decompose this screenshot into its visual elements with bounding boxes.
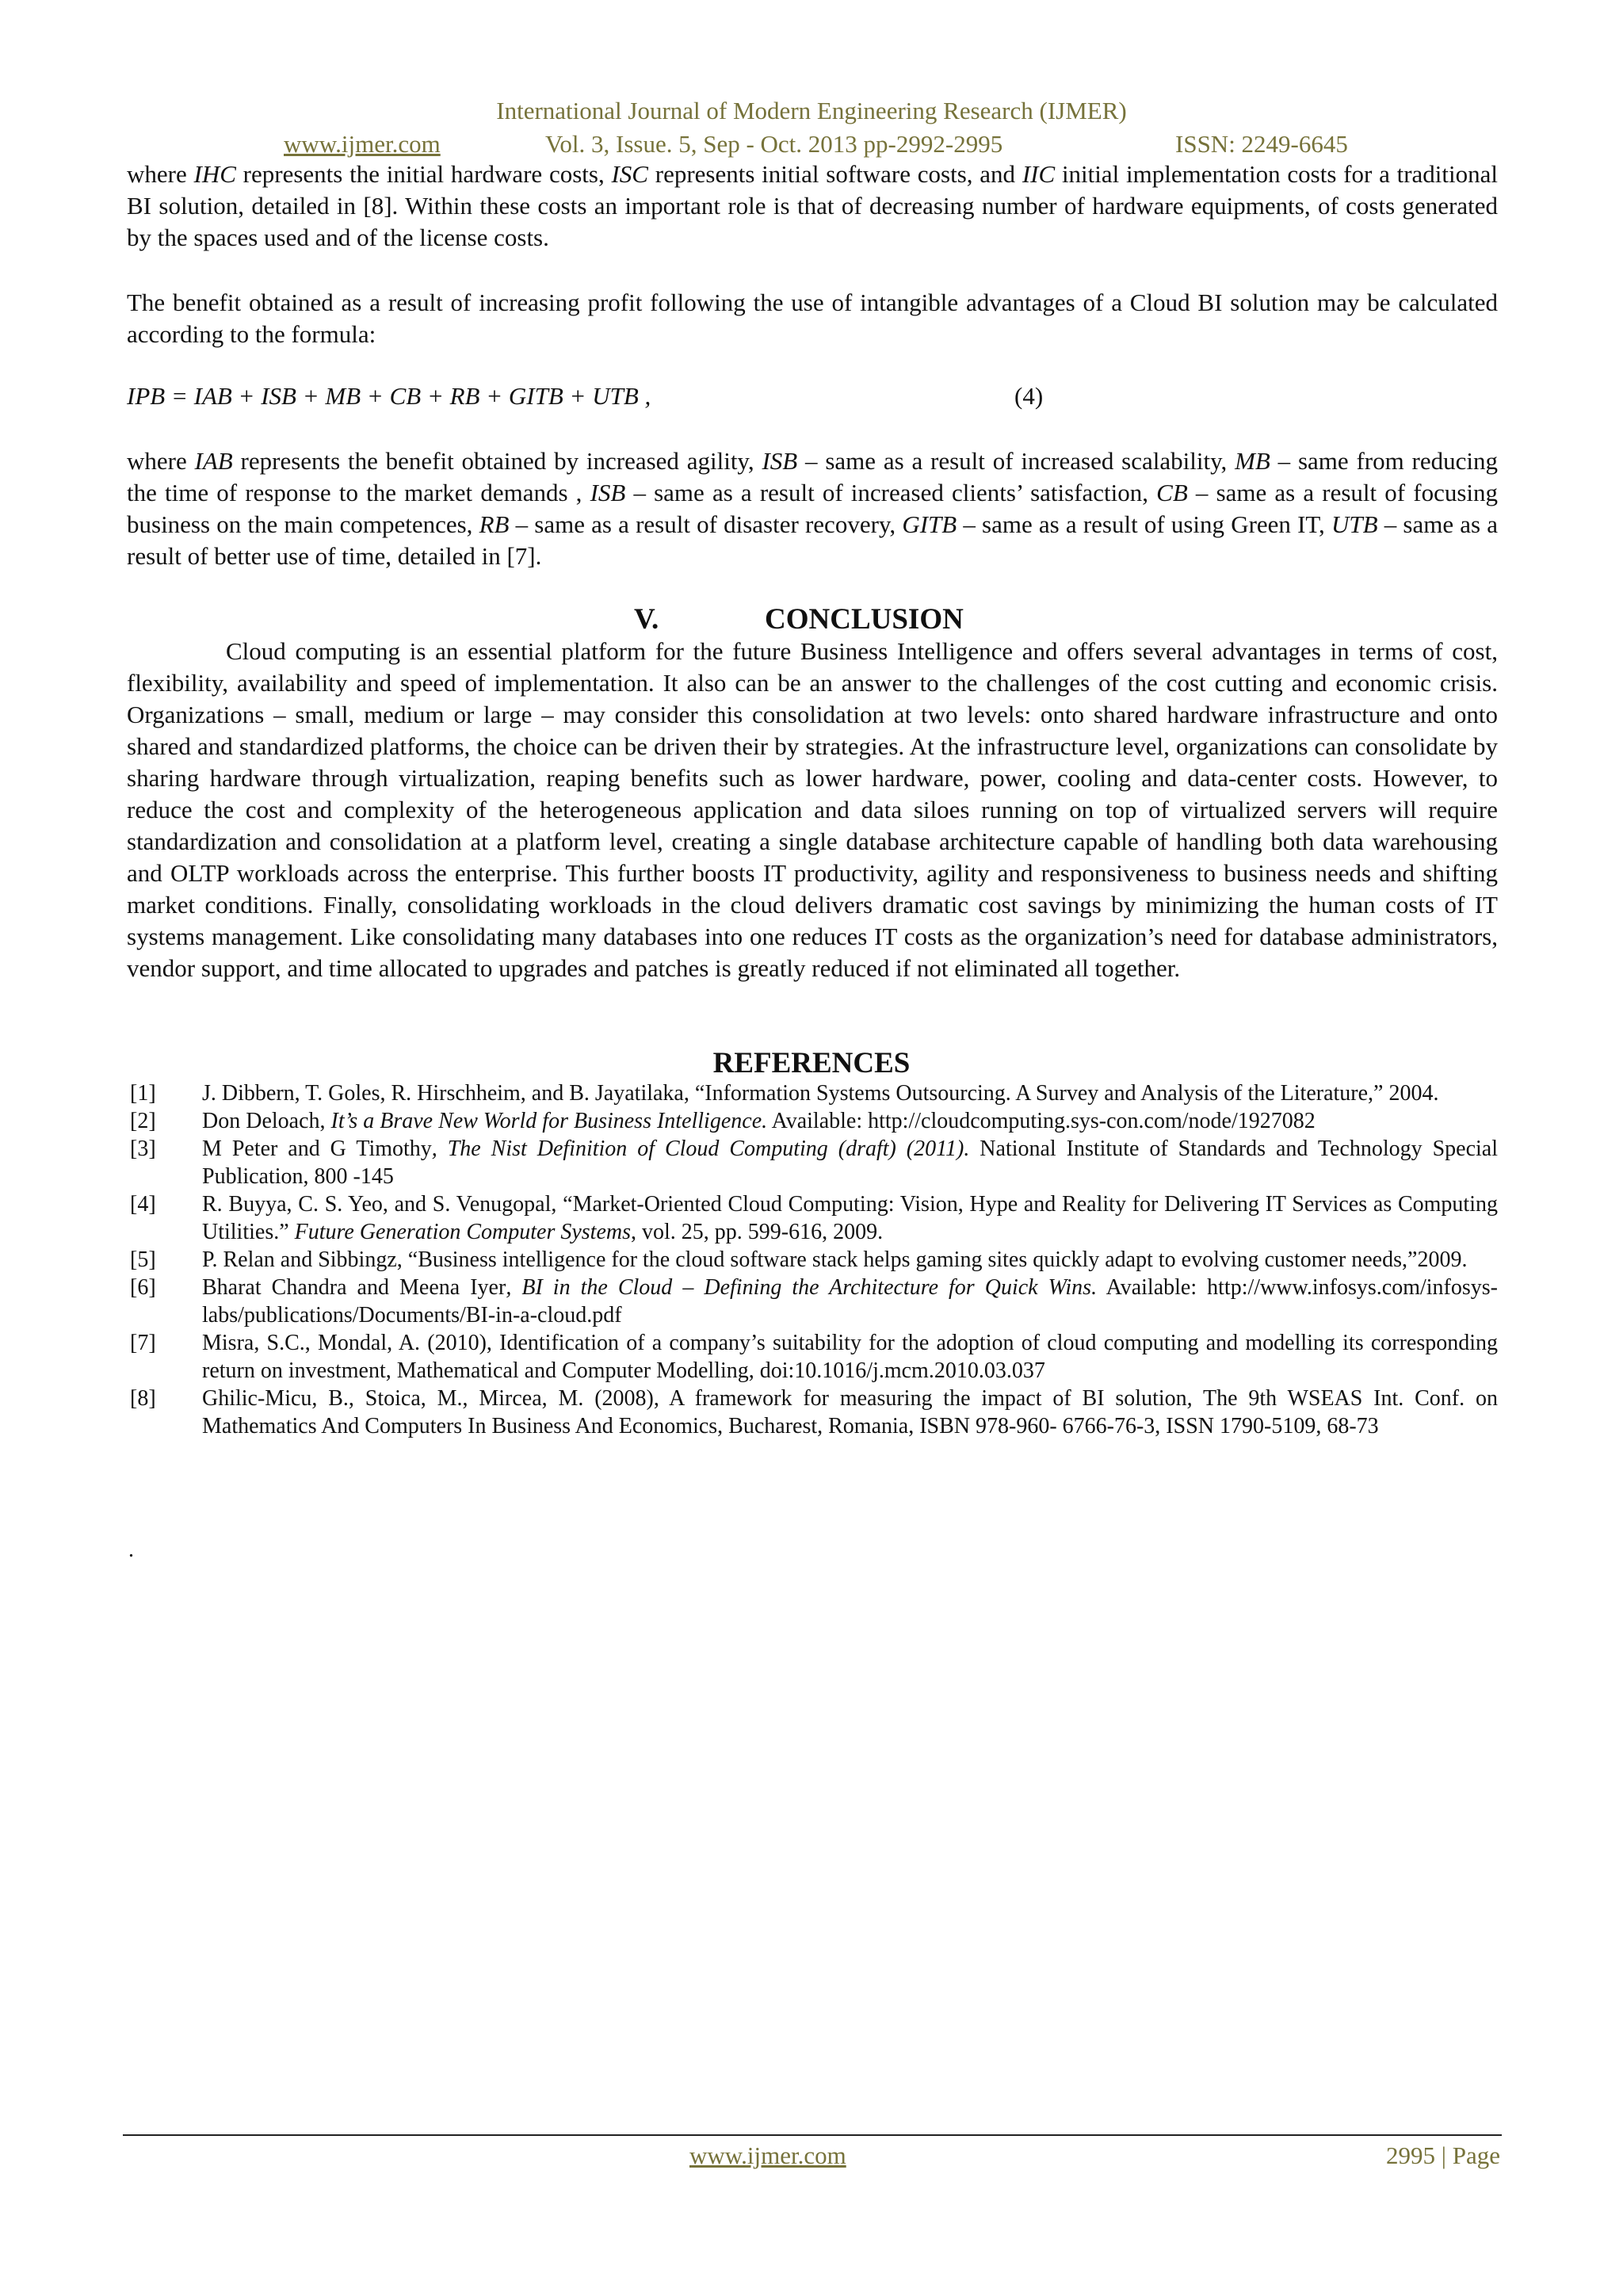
- reference-item: [127, 1329, 1498, 1385]
- header-url-link[interactable]: www.ijmer.com: [284, 130, 441, 158]
- reference-item: [127, 1385, 1498, 1440]
- italic-text: ISB: [762, 447, 798, 475]
- text-run: Cloud computing is an essential platform for the future Business Intelligence and offers several advantages in terms of cost, flexibility, availability and speed of implementation. It also can be an answer to the challenges of the cost cutting and economic crisis. Organizations – small, medium or large – may consider this consolidation at two levels: onto shared hardware infrastructure and onto shared and standardized platforms, the choice can be driven their by strategies. At the infrastructure level, organizations can consolidate by sharing hardware through virtualization, reaping benefits such as lower hardware, power, cooling and data-center costs. However, to reduce the cost and complexity of the heterogeneous application and data siloes running on top of virtualized servers will require standardization and consolidation at a platform level, creating a single database architecture capable of handling both data warehousing and OLTP workloads across the enterprise. This further boosts IT productivity, agility and responsiveness to business needs and shifting market conditions. Finally, consolidating workloads in the cloud delivers dramatic cost savings by minimizing the human costs of IT systems management. Like consolidating many databases into one reduces IT costs as the organization’s need for database administrators, vendor support, and time allocated to upgrades and patches is greatly reduced if not eliminated all together.: [127, 637, 1498, 982]
- reference-item: [127, 1079, 1498, 1107]
- text-run: Don Deloach,: [202, 1109, 331, 1133]
- italic-text: GITB: [902, 510, 957, 538]
- section-title: CONCLUSION: [765, 603, 964, 636]
- journal-title: International Journal of Modern Engineering Research (IJMER): [496, 97, 1127, 124]
- references-list: [127, 1079, 1498, 1440]
- reference-item: [127, 1246, 1498, 1274]
- text-run: The 9th WSEAS Int. Conf. on Mathematics And Computers In Business And Economics, Bucharest, Romania, ISBN 978-960- 6766-76-3, ISSN 1790-5109, 68-73: [202, 1386, 1498, 1438]
- reference-item: [127, 1107, 1498, 1135]
- text-run: Bharat Chandra and Meena Iyer: [202, 1275, 506, 1300]
- text-run: – same as a result of increased clients’ satisfaction,: [625, 479, 1157, 506]
- text-run: Misra, S.C., Mondal, A. (2010), Identification of a company’s suitability for the adoption of cloud computing and modelling its corresponding return on investment, Mathematical and Computer Modelling, doi:10.1016/j.mcm.2010.03.037: [202, 1331, 1498, 1383]
- text-run: – same as a result of disaster recovery,: [509, 510, 903, 538]
- italic-text: UTB: [1331, 510, 1378, 538]
- italic-text: , The Nist Definition of Cloud Computing (draft) (2011).: [431, 1137, 970, 1161]
- italic-text: IAB: [194, 447, 233, 475]
- reference-item: [127, 1274, 1498, 1329]
- text-run: Ghilic-Micu, B., Stoica, M., Mircea, M. (2008), A framework for measuring the impact of BI solution: [202, 1386, 1187, 1411]
- text-run: where: [127, 160, 194, 188]
- italic-text: , BI in the Cloud – Defining the Architecture for Quick Wins.: [506, 1275, 1098, 1300]
- text-run: represents the initial hardware costs,: [235, 160, 612, 188]
- text-run: National Institute of Standards and Technology Special Publication, 800 -145: [202, 1137, 1498, 1189]
- paragraph-benefit-intro: [127, 287, 1498, 350]
- paragraph-cost-definitions: [127, 159, 1498, 254]
- equation-number: (4): [1014, 382, 1044, 410]
- header-volume: Vol. 3, Issue. 5, Sep - Oct. 2013 pp-2992-2995: [545, 130, 1003, 158]
- reference-number: [3]: [130, 1137, 156, 1161]
- equation-text: IPB = IAB + ISB + MB + CB + RB + GITB + UTB ,: [127, 382, 651, 410]
- italic-text: CB: [1156, 479, 1188, 506]
- reference-item: [127, 1135, 1498, 1190]
- italic-text: ISB: [590, 479, 626, 506]
- italic-text: MB: [1235, 447, 1270, 475]
- text-run: Available: http://www.infosys.com/infosys-labs/publications/Documents/BI-in-a-cloud.pdf: [202, 1275, 1498, 1328]
- reference-number: [6]: [130, 1275, 156, 1300]
- text-run: The benefit obtained as a result of increasing profit following the use of intangible advantages of a Cloud BI solution may be calculated according to the formula:: [127, 288, 1498, 348]
- text-run: initial implementation costs for a traditional BI solution, detailed in [8]. Within these costs an important role is that of decreasing number of hardware equipments, of costs generated by the spaces used and of the license costs.: [127, 160, 1499, 251]
- text-run: J. Dibbern, T. Goles, R. Hirschheim, and B. Jayatilaka, “Information Systems Outsourcing. A Survey and Analysis of the Literature,” 2004.: [202, 1081, 1439, 1106]
- trailing-mark: .: [128, 1538, 134, 1562]
- paragraph-conclusion: [127, 636, 1498, 984]
- text-run: P. Relan and Sibbingz, “Business intelligence for the cloud software stack helps gaming sites quickly adapt to evolving customer needs,”2009.: [202, 1247, 1468, 1272]
- footer-url-link[interactable]: www.ijmer.com: [689, 2141, 846, 2169]
- text-run: represents initial software costs, and: [647, 160, 1022, 188]
- reference-number: [1]: [130, 1081, 156, 1106]
- equation-ipb: [127, 382, 1054, 411]
- header-issn: ISSN: 2249-6645: [1175, 130, 1348, 158]
- text-run: R. Buyya, C. S. Yeo, and S. Venugopal, “Market-Oriented Cloud Computing: Vision, Hype and Reality for Delivering IT Services as Computing Utilities.”: [202, 1192, 1498, 1244]
- italic-text: IIC: [1022, 160, 1056, 188]
- text-run: – same from reducing the time of response to the market demands ,: [127, 447, 1498, 506]
- italic-text: It’s a Brave New World for Business Intelligence.: [330, 1109, 768, 1133]
- text-run: where: [127, 447, 195, 475]
- paragraph-benefit-definitions: [127, 445, 1498, 572]
- text-run: M Peter and G Timothy: [202, 1137, 432, 1161]
- footer-page-number: 2995 | Page: [1386, 2141, 1500, 2169]
- reference-number: [2]: [130, 1109, 156, 1133]
- reference-number: [8]: [130, 1386, 156, 1411]
- italic-text: Future Generation Computer Systems: [294, 1220, 632, 1244]
- text-run: represents the benefit obtained by increased agility,: [232, 447, 762, 475]
- italic-text: RB: [479, 510, 510, 538]
- text-run: – same as a result of better use of time, detailed in [7].: [127, 510, 1498, 570]
- reference-item: [127, 1190, 1498, 1246]
- footer-divider: [123, 2134, 1502, 2136]
- reference-number: [4]: [130, 1192, 156, 1217]
- text-run: , vol. 25, pp. 599-616, 2009.: [631, 1220, 884, 1244]
- text-run: – same as a result of using Green IT,: [957, 510, 1331, 538]
- section-number: V.: [634, 603, 659, 636]
- references-heading: REFERENCES: [712, 1047, 911, 1079]
- text-run: – same as a result of focusing business on the main competences,: [127, 479, 1499, 538]
- reference-number: [7]: [130, 1331, 156, 1355]
- reference-number: [5]: [130, 1247, 156, 1272]
- italic-text: ,: [1186, 1386, 1193, 1411]
- italic-text: IHC: [193, 160, 236, 188]
- italic-text: ISC: [611, 160, 648, 188]
- text-run: Available: http://cloudcomputing.sys-con.com/node/1927082: [767, 1109, 1316, 1133]
- text-run: – same as a result of increased scalability,: [797, 447, 1235, 475]
